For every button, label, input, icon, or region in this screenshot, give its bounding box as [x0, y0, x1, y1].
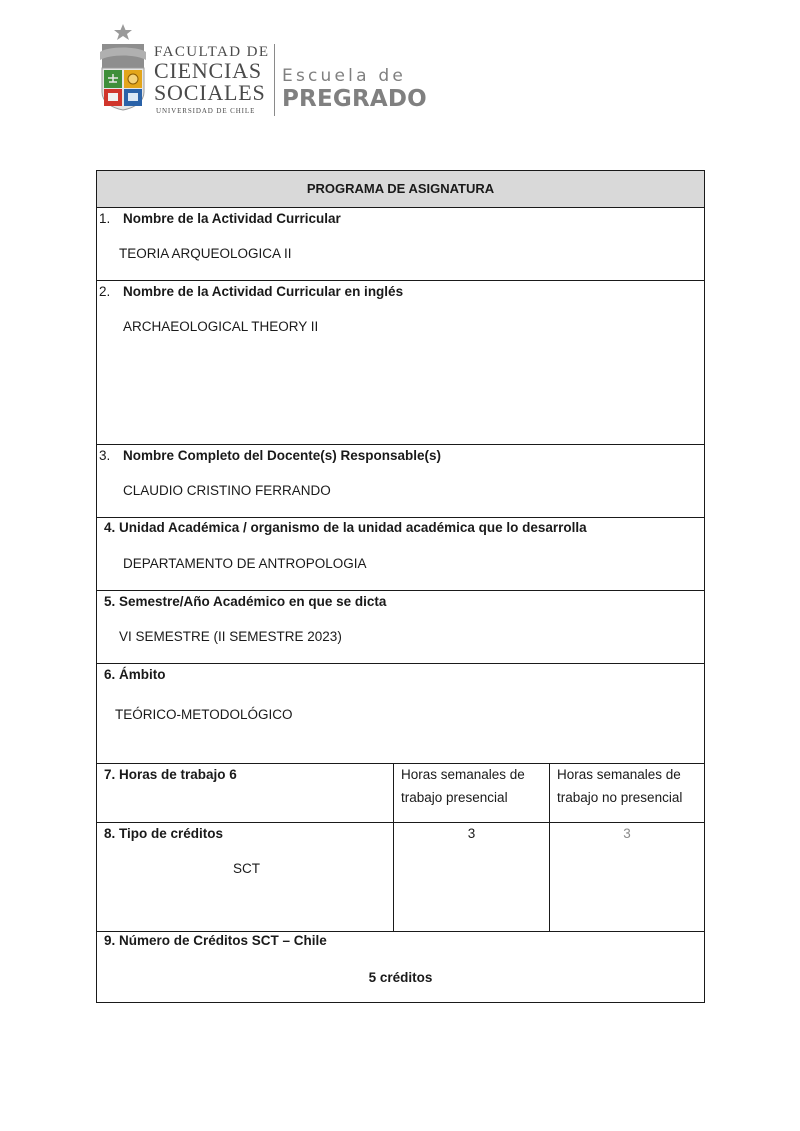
- presencial-hours-cell: [393, 823, 549, 931]
- no-presencial-header-line1: Horas semanales de: [557, 767, 681, 782]
- section-7-label: 7. Horas de trabajo 6: [104, 767, 237, 782]
- section-7: [97, 764, 704, 823]
- section-4-value: DEPARTAMENTO DE ANTROPOLOGIA: [123, 556, 367, 571]
- no-presencial-header-cell: [549, 764, 704, 822]
- section-3-number: 3.: [99, 448, 111, 463]
- section-1: [97, 208, 704, 281]
- university-shield-icon: [96, 22, 150, 114]
- section-2-label: Nombre de la Actividad Curricular en inglés: [123, 284, 404, 299]
- section-5: [97, 591, 704, 664]
- section-3-label: Nombre Completo del Docente(s) Responsable(s): [123, 448, 442, 463]
- table-title: PROGRAMA DE ASIGNATURA: [97, 171, 704, 208]
- section-3: [97, 445, 704, 518]
- presencial-header-line2: trabajo presencial: [401, 790, 508, 805]
- section-8-value: SCT: [233, 861, 260, 876]
- no-presencial-hours-cell: [549, 823, 704, 931]
- section-2-number: 2.: [99, 284, 111, 299]
- presencial-header-line1: Horas semanales de: [401, 767, 525, 782]
- escuela-line2: PREGRADO: [282, 86, 427, 112]
- logo-divider: [274, 44, 275, 116]
- presencial-header-cell: [393, 764, 549, 822]
- section-4: [97, 518, 704, 591]
- section-8: [97, 823, 704, 932]
- section-6: [97, 664, 704, 764]
- facultad-line1: FACULTAD DE: [154, 44, 270, 60]
- section-1-value: TEORIA ARQUEOLOGICA II: [119, 246, 292, 261]
- section-5-value: VI SEMESTRE (II SEMESTRE 2023): [119, 629, 342, 644]
- no-presencial-hours-value: 3: [623, 826, 631, 841]
- section-9-value: 5 créditos: [368, 970, 433, 985]
- facultad-line2: CIENCIAS: [154, 58, 262, 83]
- section-6-label: 6. Ámbito: [104, 667, 166, 682]
- section-5-label: 5. Semestre/Año Académico en que se dicta: [104, 594, 387, 609]
- universidad-text: UNIVERSIDAD DE CHILE: [156, 107, 256, 115]
- no-presencial-header-line2: trabajo no presencial: [557, 790, 683, 805]
- section-2-value: ARCHAEOLOGICAL THEORY II: [123, 319, 319, 334]
- section-1-number: 1.: [99, 211, 111, 226]
- presencial-hours-value: 3: [467, 826, 476, 841]
- section-4-label: 4. Unidad Académica / organismo de la unidad académica que lo desarrolla: [104, 520, 587, 535]
- section-8-label: 8. Tipo de créditos: [104, 826, 224, 841]
- program-table: [96, 170, 705, 1003]
- section-9: [97, 932, 704, 1002]
- section-2: [97, 281, 704, 445]
- section-9-label: 9. Número de Créditos SCT – Chile: [104, 933, 327, 948]
- facultad-line3: SOCIALES: [154, 80, 266, 105]
- section-6-value: TEÓRICO-METODOLÓGICO: [115, 707, 293, 722]
- section-1-label: Nombre de la Actividad Curricular: [123, 211, 341, 226]
- section-3-value: CLAUDIO CRISTINO FERRANDO: [123, 483, 331, 498]
- faculty-logo: [96, 22, 436, 114]
- escuela-line1: Escuela de: [282, 66, 406, 86]
